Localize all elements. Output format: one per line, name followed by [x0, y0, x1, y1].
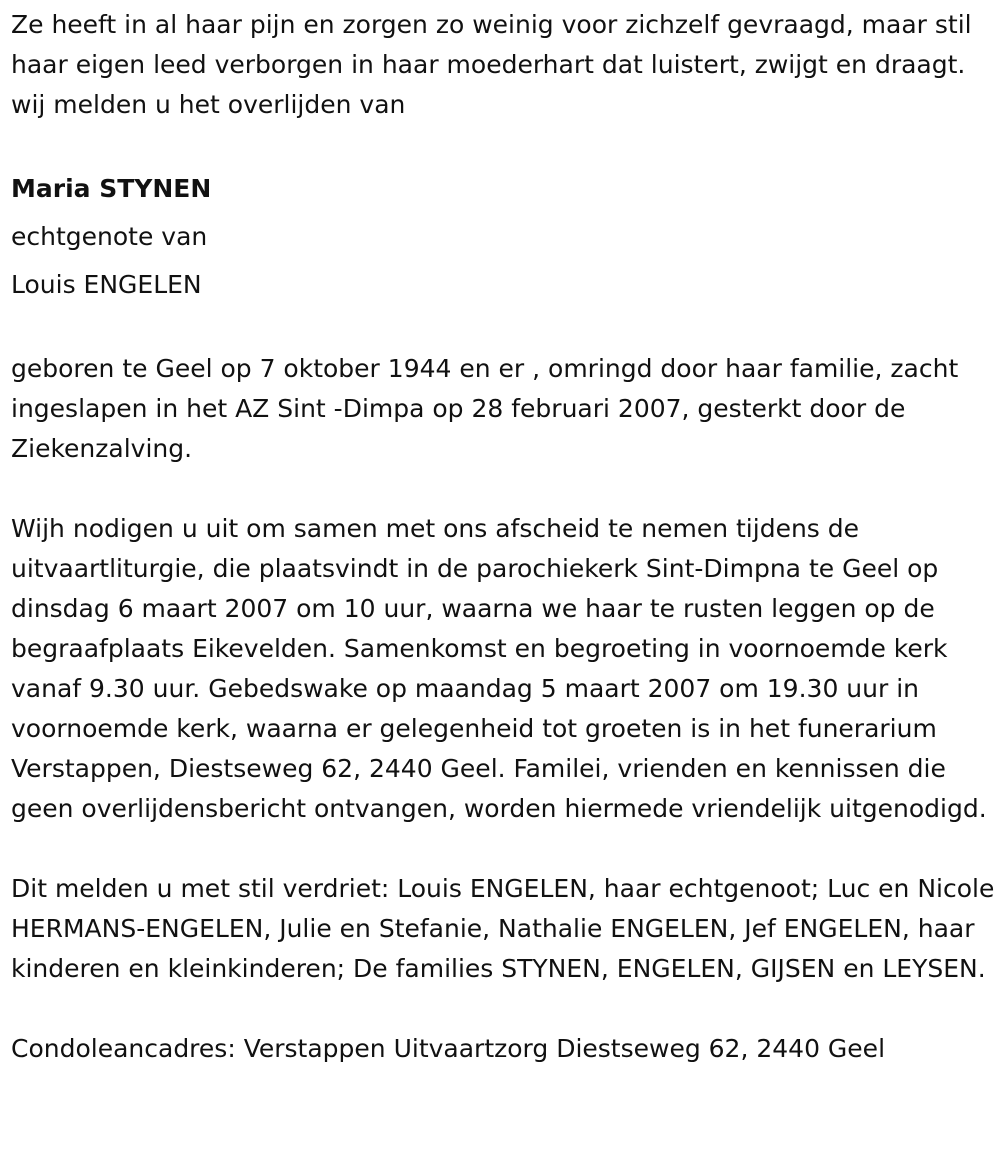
- deceased-name: Maria STYNEN: [11, 174, 212, 203]
- spouse-name: Louis ENGELEN: [11, 270, 202, 299]
- intro-paragraph: Ze heeft in al haar pijn en zorgen zo weinig voor zichzelf gevraagd, maar stil haar eigen leed verborgen in haar moederhart dat luistert, zwijgt en draagt. wij melden u het overlijden van: [11, 10, 972, 119]
- relation-label: echtgenote van: [11, 222, 208, 251]
- announcers-paragraph: Dit melden u met stil verdriet: Louis ENGELEN, haar echtgenoot; Luc en Nicole HERMANS-ENGELEN, Julie en Stefanie, Nathalie ENGELEN, Jef ENGELEN, haar kinderen en kleinkinderen; De families STYNEN, ENGELEN, GIJSEN en LEYSEN.: [11, 874, 995, 983]
- birth-death-paragraph: geboren te Geel op 7 oktober 1944 en er , omringd door haar familie, zacht ingeslapen in het AZ Sint -Dimpa op 28 februari 2007, gesterkt door de Ziekenzalving.: [11, 354, 959, 463]
- obituary-document: [11, 0, 996, 1069]
- funeral-invitation-paragraph: Wijh nodigen u uit om samen met ons afscheid te nemen tijdens de uitvaartliturgie, die plaatsvindt in de parochiekerk Sint-Dimpna te Geel op dinsdag 6 maart 2007 om 10 uur, waarna we haar te rusten leggen op de begraafplaats Eikevelden. Samenkomst en begroeting in voornoemde kerk vanaf 9.30 uur. Gebedswake op maandag 5 maart 2007 om 19.30 uur in voornoemde kerk, waarna er gelegenheid tot groeten is in het funerarium Verstappen, Diestseweg 62, 2440 Geel. Familei, vrienden en kennissen die geen overlijdensbericht ontvangen, worden hiermede vriendelijk uitgenodigd.: [11, 514, 987, 823]
- condolences-line: Condoleancadres: Verstappen Uitvaartzorg Diestseweg 62, 2440 Geel: [11, 1034, 886, 1063]
